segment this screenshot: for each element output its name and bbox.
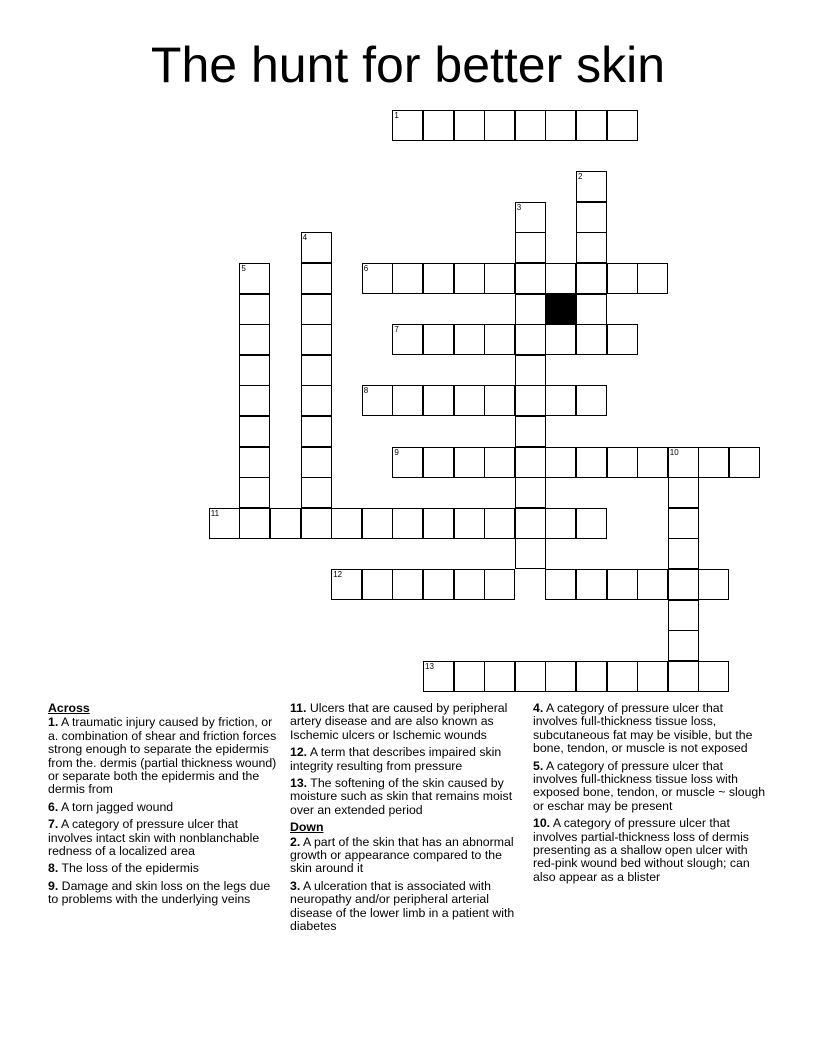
grid-cell[interactable] bbox=[392, 324, 423, 355]
grid-cell[interactable] bbox=[576, 171, 607, 202]
grid-cell[interactable] bbox=[576, 232, 607, 263]
grid-cell[interactable] bbox=[239, 324, 270, 355]
grid-cell[interactable] bbox=[668, 661, 699, 692]
grid-cell[interactable] bbox=[607, 447, 638, 478]
grid-cell[interactable] bbox=[270, 508, 301, 539]
clue-number: 3 bbox=[516, 202, 522, 212]
grid-cell[interactable] bbox=[423, 263, 454, 294]
grid-cell[interactable] bbox=[576, 569, 607, 600]
clue-text: A category of pressure ulcer that involves full-thickness tissue loss with exposed bone, tendon, or muscle ~ slough or eschar may be present bbox=[533, 758, 766, 813]
grid-cell[interactable] bbox=[301, 324, 332, 355]
grid-cell[interactable] bbox=[484, 324, 515, 355]
grid-cell[interactable] bbox=[301, 355, 332, 386]
clue bbox=[290, 836, 526, 876]
grid-cell[interactable] bbox=[576, 447, 607, 478]
grid-cell[interactable] bbox=[362, 508, 393, 539]
grid-cell[interactable] bbox=[484, 263, 515, 294]
across-clue-list bbox=[48, 716, 283, 906]
grid-cell[interactable] bbox=[515, 202, 546, 233]
clue-number: 1. bbox=[48, 715, 59, 730]
clues-column-1 bbox=[48, 702, 283, 911]
clue-number: 1 bbox=[394, 111, 399, 120]
grid-cell[interactable] bbox=[239, 294, 270, 325]
grid-cell[interactable] bbox=[576, 324, 607, 355]
grid-cell[interactable] bbox=[576, 110, 607, 141]
clue bbox=[290, 777, 526, 817]
grid-cell[interactable] bbox=[698, 569, 729, 600]
grid-cell[interactable] bbox=[209, 508, 240, 539]
clue-number: 13 bbox=[425, 661, 434, 671]
grid-cell[interactable] bbox=[484, 110, 515, 141]
grid-cell[interactable] bbox=[668, 447, 699, 478]
clue-number: 7 bbox=[394, 325, 399, 335]
grid-cell[interactable] bbox=[607, 324, 638, 355]
grid-cell[interactable] bbox=[515, 416, 546, 447]
grid-cell[interactable] bbox=[515, 324, 546, 355]
grid-cell[interactable] bbox=[545, 263, 576, 294]
grid-cell[interactable] bbox=[239, 385, 270, 416]
clue-number: 13. bbox=[290, 776, 308, 791]
grid-cell[interactable] bbox=[515, 110, 546, 141]
grid-cell[interactable] bbox=[515, 263, 546, 294]
grid-cell[interactable] bbox=[239, 508, 270, 539]
grid-cell[interactable] bbox=[301, 477, 332, 508]
down-clue-list bbox=[290, 836, 526, 934]
grid-cell[interactable] bbox=[668, 508, 699, 539]
grid-cell[interactable] bbox=[515, 447, 546, 478]
clue-text: A torn jagged wound bbox=[58, 799, 174, 814]
clue-text: A traumatic injury caused by friction, or a. combination of shear and friction forces strong enough to separate the epidermis from the. dermis (partial thickness wound) or separate both the epidermis and the dermis from bbox=[48, 715, 277, 797]
grid-cell[interactable] bbox=[607, 263, 638, 294]
clue-text: A term that describes impaired skin integrity resulting from pressure bbox=[290, 745, 502, 773]
across-clue-list-continued bbox=[290, 702, 526, 817]
grid-cell[interactable] bbox=[362, 569, 393, 600]
clue-number: 5 bbox=[241, 264, 246, 273]
down-header: Down bbox=[290, 820, 324, 835]
grid-cell[interactable] bbox=[668, 477, 699, 508]
grid-cell[interactable] bbox=[484, 447, 515, 478]
clue-number: 2 bbox=[578, 172, 583, 182]
grid-cell[interactable] bbox=[239, 447, 270, 478]
grid-cell[interactable] bbox=[576, 202, 607, 233]
grid-cell[interactable] bbox=[576, 508, 607, 539]
clue-number: 12. bbox=[290, 745, 308, 760]
grid-cell[interactable] bbox=[392, 508, 423, 539]
grid-cell[interactable] bbox=[576, 385, 607, 416]
grid-cell[interactable] bbox=[515, 385, 546, 416]
clue-number: 4. bbox=[533, 701, 544, 715]
clue-number: 8 bbox=[363, 386, 369, 396]
grid-cell[interactable] bbox=[454, 661, 485, 692]
clue-number: 4 bbox=[302, 233, 308, 243]
grid-cell[interactable] bbox=[392, 385, 423, 416]
grid-cell[interactable] bbox=[423, 661, 454, 692]
grid-cell[interactable] bbox=[423, 447, 454, 478]
grid-cell[interactable] bbox=[576, 263, 607, 294]
clue-number: 12 bbox=[333, 570, 343, 579]
clue bbox=[290, 880, 526, 934]
grid-cell[interactable] bbox=[515, 661, 546, 692]
grid-cell[interactable] bbox=[484, 385, 515, 416]
grid-cell[interactable] bbox=[607, 110, 638, 141]
grid-cell[interactable] bbox=[454, 508, 485, 539]
grid-cell[interactable] bbox=[239, 477, 270, 508]
grid-cell[interactable] bbox=[301, 447, 332, 478]
clue-number: 8. bbox=[48, 861, 59, 876]
grid-cell[interactable] bbox=[423, 324, 454, 355]
grid-cell[interactable] bbox=[454, 263, 485, 294]
across-header: Across bbox=[48, 701, 90, 715]
grid-cell[interactable] bbox=[362, 385, 393, 416]
clue-text: Ulcers that are caused by peripheral artery disease and are also known as Ischemic ulcers or Ischemic wounds bbox=[290, 701, 508, 742]
grid-cell[interactable] bbox=[454, 324, 485, 355]
clue-number: 7. bbox=[48, 817, 59, 832]
grid-cell[interactable] bbox=[637, 569, 668, 600]
grid-cell[interactable] bbox=[668, 569, 699, 600]
grid-cell[interactable] bbox=[423, 110, 454, 141]
grid-cell[interactable] bbox=[607, 569, 638, 600]
grid-cell[interactable] bbox=[668, 630, 699, 661]
grid-cell[interactable] bbox=[545, 569, 576, 600]
grid-cell[interactable] bbox=[392, 110, 423, 141]
grid-cell[interactable] bbox=[239, 263, 270, 294]
clue bbox=[290, 746, 526, 773]
grid-cell[interactable] bbox=[239, 416, 270, 447]
grid-cell[interactable] bbox=[301, 508, 332, 539]
clue-text: The softening of the skin caused by moisture such as skin that remains moist over an extended period bbox=[290, 776, 513, 817]
grid-cell[interactable] bbox=[301, 263, 332, 294]
grid-cell[interactable] bbox=[301, 385, 332, 416]
grid-cell[interactable] bbox=[301, 294, 332, 325]
grid-cell[interactable] bbox=[668, 538, 699, 569]
clue-number: 6. bbox=[48, 799, 59, 814]
grid-cell[interactable] bbox=[392, 569, 423, 600]
grid-cell[interactable] bbox=[423, 385, 454, 416]
clue-number: 5. bbox=[533, 758, 544, 773]
clue bbox=[533, 760, 769, 814]
clue-text: Damage and skin loss on the legs due to problems with the underlying veins bbox=[48, 878, 271, 907]
grid-cell[interactable] bbox=[423, 508, 454, 539]
clue-text: A ulceration that is associated with neuropathy and/or peripheral arterial disease of the lower limb in a patient with diabetes bbox=[290, 878, 515, 934]
grid-cell[interactable] bbox=[698, 661, 729, 692]
grid-cell[interactable] bbox=[698, 447, 729, 478]
grid-cell[interactable] bbox=[454, 385, 485, 416]
grid-cell[interactable] bbox=[545, 508, 576, 539]
grid-cell[interactable] bbox=[454, 569, 485, 600]
grid-cell[interactable] bbox=[331, 569, 362, 600]
grid-cell[interactable] bbox=[515, 538, 546, 569]
grid-cell[interactable] bbox=[545, 110, 576, 141]
clue-number: 3. bbox=[290, 878, 301, 893]
grid-cell[interactable] bbox=[484, 508, 515, 539]
clue-number: 10. bbox=[533, 816, 551, 831]
grid-cell[interactable] bbox=[637, 263, 668, 294]
clue-text: The loss of the epidermis bbox=[58, 861, 199, 876]
grid-cell[interactable] bbox=[331, 508, 362, 539]
grid-cell[interactable] bbox=[484, 661, 515, 692]
grid-cell[interactable] bbox=[484, 569, 515, 600]
clue bbox=[533, 817, 769, 884]
grid-cell[interactable] bbox=[545, 385, 576, 416]
clue bbox=[48, 801, 283, 814]
grid-cell[interactable] bbox=[454, 110, 485, 141]
clues-column-2 bbox=[290, 702, 526, 938]
clue bbox=[48, 818, 283, 858]
grid-cell[interactable] bbox=[392, 263, 423, 294]
clue bbox=[48, 862, 283, 875]
clue-number: 11. bbox=[290, 701, 307, 715]
grid-cell[interactable] bbox=[301, 416, 332, 447]
grid-cell[interactable] bbox=[454, 447, 485, 478]
puzzle-title: The hunt for better skin bbox=[150, 37, 666, 93]
clues-column-3 bbox=[533, 702, 769, 888]
clue-number: 10 bbox=[669, 447, 679, 457]
clue-text: A category of pressure ulcer that involves full-thickness tissue loss, subcutaneous fat may be visible, but the bone, tendon, or muscle is not exposed bbox=[533, 701, 753, 756]
grid-cell[interactable] bbox=[729, 447, 760, 478]
clue bbox=[290, 702, 526, 742]
clue bbox=[48, 716, 283, 796]
grid-cell[interactable] bbox=[515, 508, 546, 539]
grid-block bbox=[545, 294, 576, 325]
clue-text: A category of pressure ulcer that involves partial-thickness loss of dermis presenting as a shallow open ulcer with red-pink wound bed without slough; can also appear as a blister bbox=[533, 816, 750, 884]
clue-text: A part of the skin that has an abnormal growth or appearance compared to the skin around it bbox=[290, 834, 514, 876]
down-clue-list-continued bbox=[533, 702, 769, 884]
clue-number: 9 bbox=[394, 447, 399, 457]
clue-text: A category of pressure ulcer that involves intact skin with nonblanchable redness of a localized area bbox=[48, 817, 260, 859]
grid-cell[interactable] bbox=[668, 600, 699, 631]
grid-cell[interactable] bbox=[392, 447, 423, 478]
grid-cell[interactable] bbox=[301, 232, 332, 263]
grid-cell[interactable] bbox=[576, 294, 607, 325]
grid-cell[interactable] bbox=[607, 661, 638, 692]
grid-cell[interactable] bbox=[239, 355, 270, 386]
clue-number: 11 bbox=[210, 508, 220, 518]
grid-cell[interactable] bbox=[515, 294, 546, 325]
grid-cell[interactable] bbox=[545, 447, 576, 478]
clue-number: 9. bbox=[48, 878, 59, 893]
clue-number: 6 bbox=[363, 264, 369, 273]
grid-cell[interactable] bbox=[545, 661, 576, 692]
clue bbox=[48, 880, 283, 907]
clue bbox=[533, 702, 769, 756]
grid-cell[interactable] bbox=[515, 355, 546, 386]
grid-cell[interactable] bbox=[545, 324, 576, 355]
grid-cell[interactable] bbox=[515, 477, 546, 508]
grid-cell[interactable] bbox=[637, 447, 668, 478]
grid-cell[interactable] bbox=[423, 569, 454, 600]
grid-cell[interactable] bbox=[637, 661, 668, 692]
grid-cell[interactable] bbox=[515, 232, 546, 263]
grid-cell[interactable] bbox=[576, 661, 607, 692]
clue-number: 2. bbox=[290, 834, 301, 849]
grid-cell[interactable] bbox=[362, 263, 393, 294]
